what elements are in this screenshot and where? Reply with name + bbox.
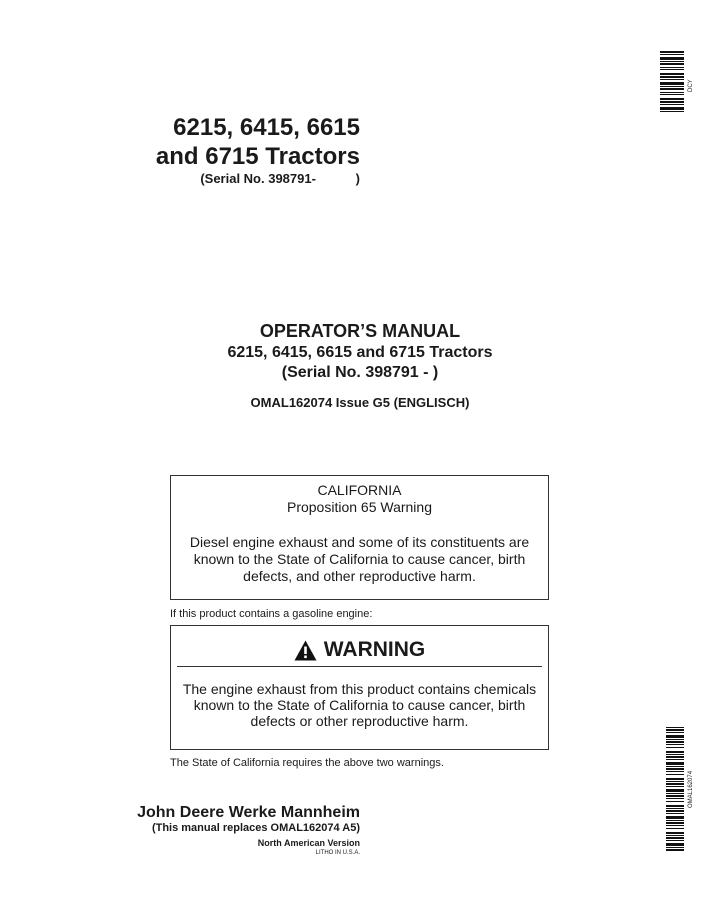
barcode-bar: [666, 813, 684, 814]
barcode-bar: [666, 793, 684, 794]
barcode-bar: [660, 111, 684, 112]
barcode-bar: [660, 82, 684, 85]
barcode-bar: [666, 783, 684, 785]
manual-subtitle: 6215, 6415, 6615 and 6715 Tractors: [227, 344, 493, 361]
barcode-bar: [660, 73, 684, 75]
barcode-top: [660, 51, 684, 113]
barcode-bar: [666, 751, 684, 753]
barcode-bar: [666, 832, 684, 834]
california-title: CALIFORNIA: [317, 482, 402, 498]
barcode-bar: [666, 798, 684, 799]
barcode-bar: [666, 735, 684, 738]
barcode-bar: [666, 805, 684, 807]
barcode-bar: [660, 54, 684, 55]
barcode-bar: [666, 771, 684, 772]
barcode-bar: [666, 840, 684, 841]
barcode-bar: [660, 69, 684, 70]
barcode-bar: [660, 92, 684, 93]
publisher-block: [60, 804, 360, 858]
manual-serial: (Serial No. 398791 - ): [281, 364, 439, 381]
warning-heading: WARNING: [323, 638, 426, 661]
barcode-bar: [666, 843, 684, 846]
cover-title-block: [60, 113, 360, 186]
barcode-bar: [660, 88, 684, 90]
barcode-top-label: DCY: [688, 79, 694, 92]
barcode-bar: [666, 768, 684, 770]
cover-title-line2: and 6715 Tractors: [155, 143, 360, 170]
barcode-bar: [660, 57, 684, 60]
barcode-bar: [660, 51, 684, 53]
publisher-version: North American Version: [257, 838, 360, 848]
barcode-bar: [666, 849, 684, 851]
barcode-bar: [660, 98, 684, 100]
barcode-bar: [660, 61, 684, 62]
barcode-bar: [660, 86, 684, 87]
barcode-bar: [666, 729, 684, 731]
barcode-bar: [666, 795, 684, 797]
barcode-bar: [666, 789, 684, 792]
california-warning-box: [170, 475, 549, 600]
cover-title-line1: 6215, 6415, 6615: [173, 114, 360, 141]
publisher-litho: LITHO IN U.S.A.: [315, 850, 360, 856]
barcode-bar: [666, 756, 684, 758]
barcode-bar: [660, 76, 684, 78]
publisher-name: John Deere Werke Mannheim: [137, 804, 360, 821]
barcode-bar: [666, 778, 684, 780]
barcode-bar: [666, 828, 684, 829]
barcode-bar: [666, 835, 684, 836]
barcode-bar: [660, 63, 684, 65]
gasoline-warning-box: [170, 625, 549, 750]
barcode-bar: [660, 67, 684, 68]
barcode-bar: [666, 741, 684, 743]
barcode-bar: [666, 774, 684, 775]
barcode-bar: [666, 810, 684, 812]
barcode-bar: [666, 744, 684, 745]
barcode-bar: [666, 822, 684, 824]
barcode-bar: [666, 747, 684, 748]
manual-header: [160, 319, 560, 410]
barcode-bar: [666, 847, 684, 848]
publisher-replaces: (This manual replaces OMAL162074 A5): [151, 822, 360, 834]
warning-heading-row: [177, 638, 542, 667]
barcode-bar: [666, 816, 684, 819]
barcode-bar: [666, 801, 684, 802]
california-footer-note: The State of California requires the above two warnings.: [170, 757, 444, 769]
barcode-bottom: [666, 727, 684, 852]
barcode-bar: [666, 837, 684, 839]
manual-code: OMAL162074 Issue G5 (ENGLISCH): [250, 395, 470, 410]
barcode-bar: [660, 107, 684, 110]
barcode-bar: [666, 732, 684, 733]
warning-triangle-icon: [294, 640, 317, 661]
barcode-bar: [666, 808, 684, 809]
barcode-bar: [660, 79, 684, 80]
barcode-bar: [666, 754, 684, 755]
barcode-bar: [666, 781, 684, 782]
california-body: Diesel engine exhaust and some of its constituents are known to the State of California to cause cancer, birth defects, and other reproductive harm.: [189, 534, 530, 584]
barcode-bar: [666, 739, 684, 740]
barcode-bar: [660, 104, 684, 105]
barcode-bar: [666, 762, 684, 765]
barcode-bar: [666, 759, 684, 760]
cover-serial-range: (Serial No. 398791- ): [200, 171, 360, 186]
barcode-bar: [666, 825, 684, 826]
barcode-bar: [660, 94, 684, 95]
warning-body: The engine exhaust from this product contains chemicals known to the State of California to cause cancer, birth defects or other reproductive harm.: [182, 681, 537, 729]
barcode-bar: [666, 820, 684, 821]
manual-title: OPERATOR’S MANUAL: [259, 321, 461, 341]
barcode-bar: [660, 101, 684, 103]
california-subtitle: Proposition 65 Warning: [286, 499, 432, 515]
barcode-bar: [666, 786, 684, 787]
barcode-bar: [666, 766, 684, 767]
gasoline-note: If this product contains a gasoline engine:: [170, 608, 373, 620]
barcode-bar: [666, 727, 684, 728]
barcode-bottom-label: OMAL162074: [688, 770, 694, 808]
